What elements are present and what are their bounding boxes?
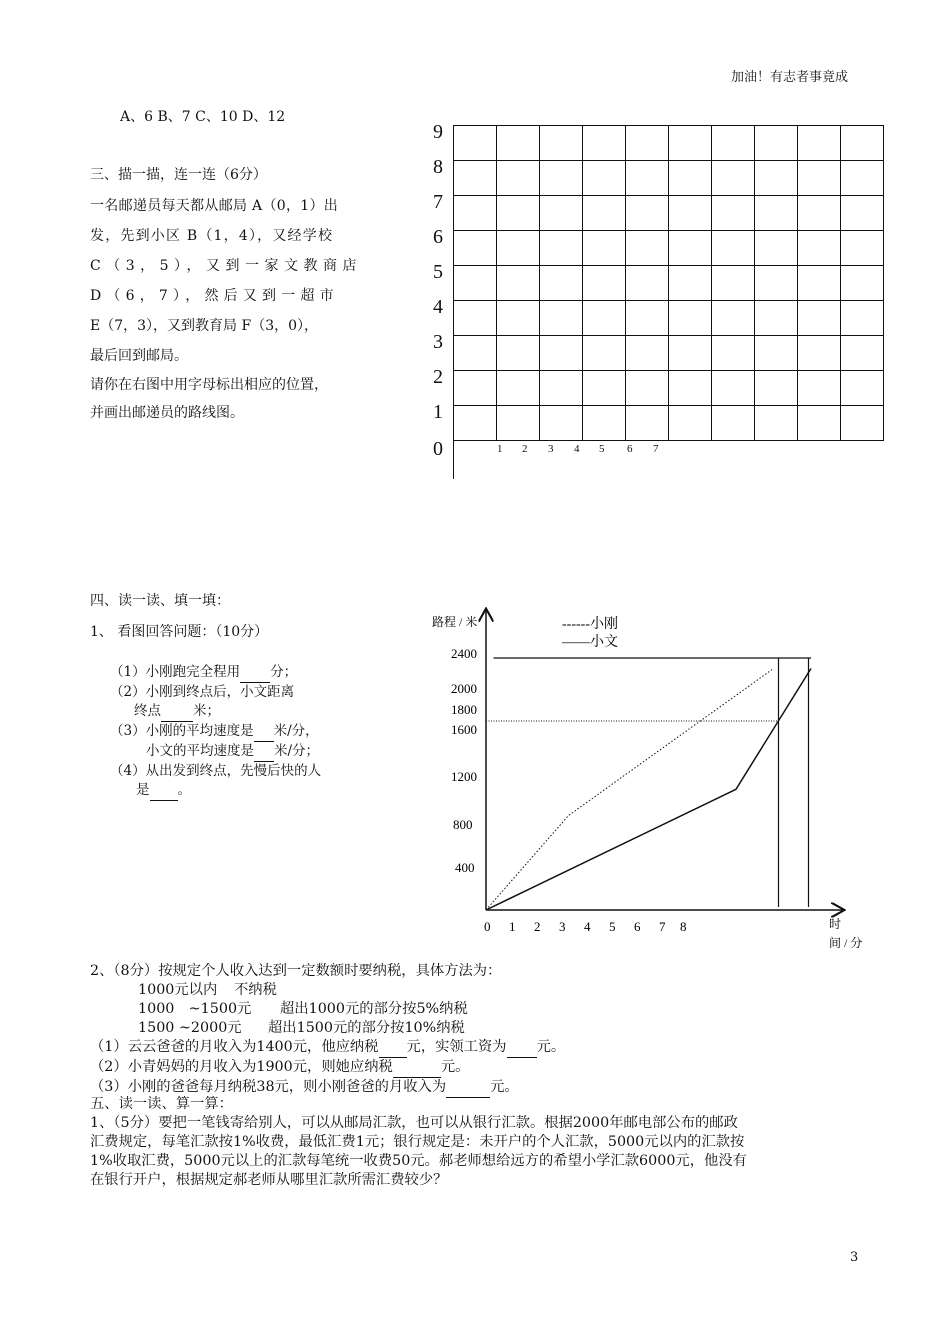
series-line-xiaowen [486,669,811,911]
section5 [90,1095,865,1190]
q1-item-d2: 是 [136,782,150,798]
grid-x-label: 1 [497,443,503,455]
tax-q1-end: 元。 [536,1039,566,1055]
answer-blank[interactable] [507,1038,537,1058]
q1-item-a-end: 分； [270,664,298,680]
tax-range: 1500 ~2000元 [138,1020,242,1036]
grid-x-label: 2 [522,443,528,455]
x-tick-label: 1 [509,919,516,934]
grid-x-label: 7 [653,443,659,455]
tax-rule: 不纳税 [234,982,277,998]
q1-item-b2: 终点 [134,703,161,719]
grid-y-label: 8 [433,156,443,178]
tax-q1: （1）云云爸爸的月收入为1400元，他应纳税 [90,1039,379,1055]
grid-y-label: 0 [433,438,443,460]
section3-description [90,191,390,427]
section4-title: 四、读一读、填一填： [90,593,230,609]
series-line-xiaogang [486,669,774,911]
q1-item-c-end: 米/分， [273,723,319,739]
answer-blank[interactable] [254,722,274,742]
section3-line: C（3，5），又到一家文教商店 [90,258,363,274]
section3-line: 最后回到邮局。 [90,348,188,364]
legend-xiaowen: ——小文 [562,635,618,650]
q1-item-b2-end: 米； [193,703,220,719]
section4-q1-items [110,663,321,801]
grid-x-label: 6 [627,443,633,455]
tax-q3-end: 元。 [490,1079,519,1095]
x-tick-label: 8 [680,919,687,934]
grid-y-label: 5 [433,261,443,283]
grid-y-label: 6 [433,226,443,248]
tax-range: 1000元以内 [138,982,218,998]
x-tick-label: 3 [559,919,566,934]
section3-line: 发，先到小区 B（1，4），又经学校 [90,228,334,244]
section3-line: 请你在右图中用字母标出相应的位置， [90,377,328,393]
section3-line: 并画出邮递员的路线图。 [90,405,244,421]
section3-title: 三、描一描，连一连（6分） [90,167,267,183]
q1-item-c2-end: 米/分； [274,743,320,759]
tax-question [90,962,565,1098]
section3-line: E（7，3），又到教育局 F（3，0）， [90,318,319,334]
x-tick-label: 4 [584,919,591,934]
tax-q2: （2）小青妈妈的月收入为1900元，则她应纳税 [90,1059,393,1075]
grid-y-label: 7 [433,191,443,213]
chart-xlabel-top: 时 [829,917,842,931]
answer-blank[interactable] [240,663,270,683]
tax-q2-end: 元。 [440,1059,470,1075]
y-tick-label: 400 [455,860,475,875]
answer-blank[interactable] [393,1058,441,1078]
tax-q3: （3）小刚的爸爸每月纳税38元，则小刚爸爸的月收入为 [90,1079,447,1095]
section5-line: 在银行开户，根据规定郝老师从哪里汇款所需汇费较少？ [90,1172,448,1188]
q1-item-d2-end: 。 [177,782,191,798]
x-tick-label: 2 [534,919,541,934]
section5-line: 汇费规定，每笔汇款按1%收费，最低汇费1元；银行规定是：未开户的个人汇款，5000元以内的汇款按 [90,1134,745,1150]
page-number: 3 [850,1250,859,1265]
q1-item-b: （2）小刚到终点后，小文距离 [110,684,295,700]
answer-blank[interactable] [254,742,274,762]
section3-line: 一名邮递员每天都从邮局 A（0，1）出 [90,198,339,214]
header-motto: 加油！有志者事竟成 [731,70,849,85]
grid-y-label: 3 [433,331,443,353]
y-tick-label: 1200 [451,769,477,784]
answer-options: A、6 B、7 C、10 D、12 [120,109,286,125]
grid-table [453,125,884,441]
y-tick-label: 1800 [451,702,477,717]
grid-y-label: 9 [433,121,443,143]
q1-item-c: （3）小刚的平均速度是 [110,723,254,739]
answer-blank[interactable] [150,781,178,801]
section5-line: 1、（5分）要把一笔钱寄给别人，可以从邮局汇款，也可以从银行汇款。根据2000年邮电部公布的邮政 [90,1115,738,1131]
distance-time-chart [425,600,875,960]
grid-x-label: 5 [599,443,605,455]
legend-xiaogang: ------小刚 [562,617,618,632]
x-tick-label: 5 [609,919,616,934]
chart-marks [486,658,811,910]
y-tick-label: 800 [453,817,473,832]
grid-y-label: 1 [433,401,443,423]
tax-range: 1000 ~1500元 [138,1001,252,1017]
x-tick-label: 0 [484,919,491,934]
chart-ylabel: 路程 / 米 [432,615,478,629]
grid-x-label: 3 [548,443,554,455]
tax-intro: 2、（8分）按规定个人收入达到一定数额时要纳税，具体方法为： [90,963,502,979]
tax-rule: 超出1500元的部分按10%纳税 [268,1020,465,1036]
section5-title: 五、读一读、算一算： [90,1096,233,1112]
grid-y-label: 4 [433,296,443,318]
grid-axis-extension [453,441,454,479]
q1-item-c2: 小文的平均速度是 [146,743,254,759]
tax-q1-mid: 元，实领工资为 [406,1039,507,1055]
x-tick-label: 6 [634,919,641,934]
q1-item-a: （1）小刚跑完全程用 [110,664,241,680]
grid-x-label: 4 [574,443,580,455]
y-tick-label: 2400 [451,646,477,661]
section3-line: D（6，7），然后又到一超市 [90,288,339,304]
q1-item-d: （4）从出发到终点，先慢后快的人 [110,763,322,779]
answer-blank[interactable] [379,1038,407,1058]
y-tick-label: 1600 [451,722,477,737]
x-tick-label: 7 [659,919,666,934]
y-tick-label: 2000 [451,681,477,696]
chart-xlabel-bottom: 间 / 分 [829,936,863,950]
section4-q1-title: 1、 看图回答问题：（10分） [90,624,269,640]
grid-y-label: 2 [433,366,443,388]
tax-rule: 超出1000元的部分按5%纳税 [280,1001,468,1017]
answer-blank[interactable] [161,702,193,722]
section5-line: 1%收取汇费，5000元以上的汇款每笔统一收费50元。郝老师想给远方的希望小学汇款6000元，他没有 [90,1153,747,1169]
